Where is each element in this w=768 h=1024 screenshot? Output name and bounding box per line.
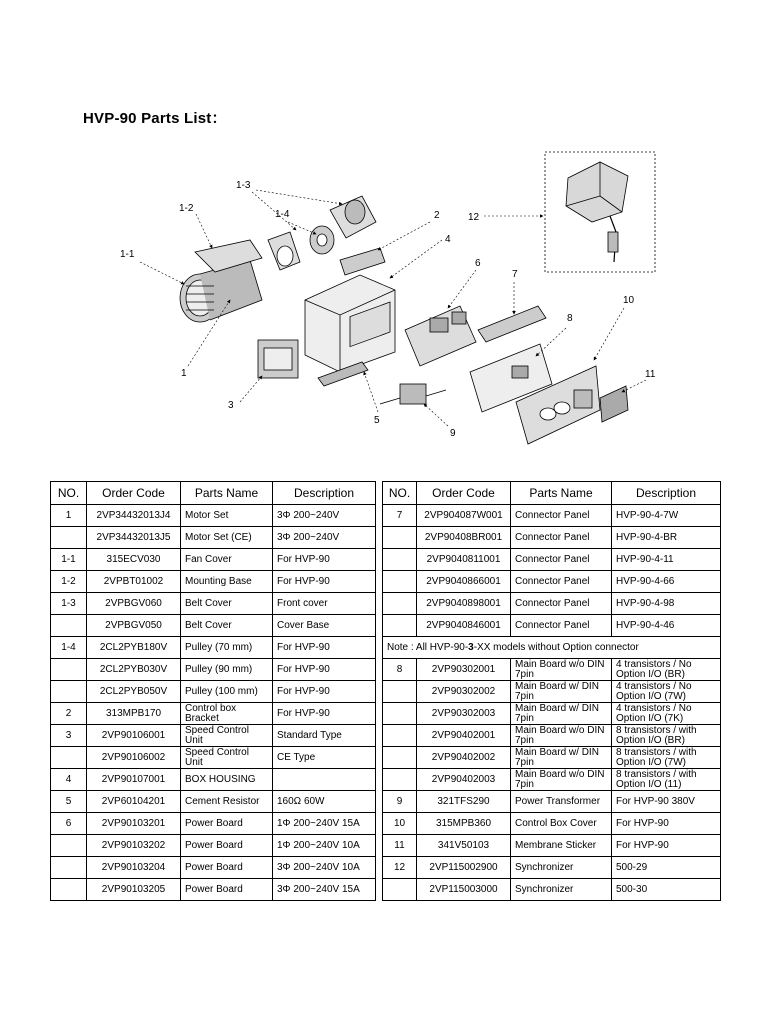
row-description: For HVP-90: [273, 637, 376, 659]
header-parts-name: Parts Name: [511, 482, 612, 505]
leader-2: [378, 222, 430, 250]
table-row: [383, 615, 721, 637]
table-row: [383, 725, 721, 747]
row-order-code: 2VPBGV050: [87, 615, 181, 637]
row-no: [51, 681, 87, 703]
table-row: [51, 879, 376, 901]
row-order-code: 2VP34432013J5: [87, 527, 181, 549]
table-row: [383, 747, 721, 769]
table-row: [383, 593, 721, 615]
table-row: [383, 703, 721, 725]
row-description: 4 transistors / No Option I/O (7W): [612, 681, 721, 703]
row-parts-name: Mounting Base: [181, 571, 273, 593]
row-no: 1-1: [51, 549, 87, 571]
callout-label: 1-1: [120, 249, 135, 260]
row-parts-name: Belt Cover: [181, 593, 273, 615]
callout-label: 1: [181, 368, 187, 379]
header-parts-name: Parts Name: [181, 482, 273, 505]
table-row: [51, 527, 376, 549]
row-description: 8 transistors / with Option I/O (BR): [612, 725, 721, 747]
row-parts-name: Connector Panel: [511, 571, 612, 593]
row-no: [383, 681, 417, 703]
row-no: [383, 615, 417, 637]
row-description: 3Φ 200~240V 15A: [273, 879, 376, 901]
callout-label: 4: [445, 234, 451, 245]
leader-1-1: [140, 262, 184, 284]
row-parts-name: Power Board: [181, 835, 273, 857]
row-description: 160Ω 60W: [273, 791, 376, 813]
row-description: 4 transistors / No Option I/O (BR): [612, 659, 721, 681]
row-order-code: 2VP90106001: [87, 725, 181, 747]
row-parts-name: Pulley (90 mm): [181, 659, 273, 681]
table-row: [383, 813, 721, 835]
row-parts-name: Synchronizer: [511, 857, 612, 879]
row-description: 500-30: [612, 879, 721, 901]
row-no: [51, 659, 87, 681]
parts-table-right-body: [383, 505, 721, 901]
row-no: [383, 571, 417, 593]
row-order-code: 2VP90103204: [87, 857, 181, 879]
row-no: [383, 527, 417, 549]
table-row: [51, 725, 376, 747]
row-order-code: 2VPBT01002: [87, 571, 181, 593]
table-row: [51, 615, 376, 637]
row-order-code: 313MPB170: [87, 703, 181, 725]
row-no: 3: [51, 725, 87, 747]
row-order-code: 2VP34432013J4: [87, 505, 181, 527]
note-prefix: Note : All HVP-90-: [387, 641, 469, 653]
row-no: [383, 879, 417, 901]
header-description: Description: [273, 482, 376, 505]
table-row: [383, 549, 721, 571]
row-description: 8 transistors / with Option I/O (11): [612, 769, 721, 791]
row-description: For HVP-90: [273, 703, 376, 725]
row-order-code: 2VP115002900: [417, 857, 511, 879]
row-description: HVP-90-4-7W: [612, 505, 721, 527]
table-header-row: [51, 482, 376, 505]
table-row: [51, 747, 376, 769]
motor-drawing: [180, 240, 262, 322]
table-row: [383, 835, 721, 857]
row-no: [383, 593, 417, 615]
table-row: [383, 857, 721, 879]
row-parts-name: Fan Cover: [181, 549, 273, 571]
table-row: [51, 549, 376, 571]
row-parts-name: Control Box Cover: [511, 813, 612, 835]
row-description: Front cover: [273, 593, 376, 615]
power-board-drawing: [405, 306, 476, 366]
row-description: HVP-90-4-98: [612, 593, 721, 615]
callout-label: 6: [475, 258, 481, 269]
row-description: HVP-90-4-11: [612, 549, 721, 571]
row-no: 12: [383, 857, 417, 879]
row-description: Standard Type: [273, 725, 376, 747]
note-suffix: -XX models without Option connector: [473, 641, 639, 653]
row-order-code: 315MPB360: [417, 813, 511, 835]
row-parts-name: Speed Control Unit: [181, 725, 273, 747]
table-row: [51, 835, 376, 857]
callout-label: 11: [645, 369, 656, 380]
row-no: 10: [383, 813, 417, 835]
row-order-code: 2VP60104201: [87, 791, 181, 813]
row-order-code: 2VP90408BR001: [417, 527, 511, 549]
row-description: [273, 769, 376, 791]
row-parts-name: Speed Control Unit: [181, 747, 273, 769]
table-row: [51, 769, 376, 791]
row-parts-name: Motor Set: [181, 505, 273, 527]
table-header-row: [383, 482, 721, 505]
row-description: HVP-90-4-66: [612, 571, 721, 593]
row-parts-name: Main Board w/ DIN 7pin: [511, 747, 612, 769]
row-description: 1Φ 200~240V 15A: [273, 813, 376, 835]
row-no: 9: [383, 791, 417, 813]
callout-label: 1-4: [275, 209, 290, 220]
table-row: [51, 659, 376, 681]
row-parts-name: Membrane Sticker: [511, 835, 612, 857]
row-order-code: 2VP90302001: [417, 659, 511, 681]
row-no: 7: [383, 505, 417, 527]
note-text: [383, 637, 721, 659]
row-order-code: 2VP904087W001: [417, 505, 511, 527]
callout-label: 3: [228, 400, 234, 411]
table-row: [51, 857, 376, 879]
row-description: For HVP-90 380V: [612, 791, 721, 813]
note-bold: 3: [468, 641, 474, 653]
row-order-code: 2VP9040811001: [417, 549, 511, 571]
row-no: 1-3: [51, 593, 87, 615]
row-parts-name: Connector Panel: [511, 615, 612, 637]
callout-label: 8: [567, 313, 573, 324]
row-order-code: 321TFS290: [417, 791, 511, 813]
leader-10: [594, 308, 624, 360]
leader-6: [448, 270, 476, 308]
header-no: NO.: [383, 482, 417, 505]
row-order-code: 2VP90103205: [87, 879, 181, 901]
table-row: [383, 769, 721, 791]
row-parts-name: Belt Cover: [181, 615, 273, 637]
leader-4: [390, 240, 442, 278]
row-parts-name: Main Board w/o DIN 7pin: [511, 659, 612, 681]
row-description: 3Φ 200~240V 10A: [273, 857, 376, 879]
row-order-code: 2VP90302002: [417, 681, 511, 703]
row-parts-name: BOX HOUSING: [181, 769, 273, 791]
callout-label: 5: [374, 415, 380, 426]
row-parts-name: Connector Panel: [511, 549, 612, 571]
row-description: 500-29: [612, 857, 721, 879]
table-row: [383, 879, 721, 901]
row-parts-name: Control box Bracket: [181, 703, 273, 725]
row-parts-name: Power Transformer: [511, 791, 612, 813]
row-description: For HVP-90: [612, 813, 721, 835]
table-row: [383, 571, 721, 593]
row-parts-name: Pulley (70 mm): [181, 637, 273, 659]
leader-9: [424, 404, 448, 426]
row-order-code: 2VP9040846001: [417, 615, 511, 637]
row-description: Cover Base: [273, 615, 376, 637]
row-no: 1-4: [51, 637, 87, 659]
power-transformer-drawing: [380, 384, 446, 404]
row-description: For HVP-90: [273, 571, 376, 593]
row-no: [51, 615, 87, 637]
row-description: 8 transistors / with Option I/O (7W): [612, 747, 721, 769]
row-parts-name: Connector Panel: [511, 593, 612, 615]
header-order-code: Order Code: [87, 482, 181, 505]
row-no: [383, 549, 417, 571]
row-parts-name: Connector Panel: [511, 527, 612, 549]
speed-control-unit-drawing: [258, 340, 298, 378]
table-row: [51, 593, 376, 615]
callout-label: 9: [450, 428, 456, 439]
row-parts-name: Power Board: [181, 879, 273, 901]
row-no: [51, 879, 87, 901]
row-order-code: 2CL2PYB050V: [87, 681, 181, 703]
table-row: [383, 505, 721, 527]
row-parts-name: Main Board w/o DIN 7pin: [511, 769, 612, 791]
callout-label: 2: [434, 210, 440, 221]
row-parts-name: Motor Set (CE): [181, 527, 273, 549]
row-parts-name: Power Board: [181, 813, 273, 835]
row-order-code: 2CL2PYB180V: [87, 637, 181, 659]
leader-5: [364, 372, 378, 412]
parts-table-left-body: [51, 505, 376, 901]
row-order-code: 2VP90402003: [417, 769, 511, 791]
row-no: 8: [383, 659, 417, 681]
callout-label: 12: [468, 212, 480, 223]
row-no: 6: [51, 813, 87, 835]
row-description: HVP-90-4-46: [612, 615, 721, 637]
table-row: [383, 659, 721, 681]
exploded-view-diagram: [0, 140, 768, 470]
row-description: 3Φ 200~240V: [273, 527, 376, 549]
callout-label: 1-2: [179, 203, 194, 214]
row-no: [51, 747, 87, 769]
callout-label: 7: [512, 269, 518, 280]
row-parts-name: Connector Panel: [511, 505, 612, 527]
row-no: [51, 835, 87, 857]
row-description: 1Φ 200~240V 10A: [273, 835, 376, 857]
table-row: [51, 505, 376, 527]
table-row: [51, 791, 376, 813]
row-order-code: 2CL2PYB030V: [87, 659, 181, 681]
row-parts-name: Synchronizer: [511, 879, 612, 901]
row-description: For HVP-90: [273, 659, 376, 681]
row-no: [383, 769, 417, 791]
row-parts-name: Main Board w/o DIN 7pin: [511, 725, 612, 747]
row-order-code: 2VP90103202: [87, 835, 181, 857]
row-no: [383, 703, 417, 725]
leader-3: [240, 376, 262, 402]
row-description: For HVP-90: [273, 681, 376, 703]
row-no: 1: [51, 505, 87, 527]
row-no: [51, 857, 87, 879]
callout-label: 10: [623, 295, 635, 306]
row-no: 11: [383, 835, 417, 857]
row-parts-name: Main Board w/ DIN 7pin: [511, 681, 612, 703]
note-row: [383, 637, 721, 659]
row-parts-name: Pulley (100 mm): [181, 681, 273, 703]
connector-panel-drawing: [478, 306, 546, 342]
callout-label: 1-3: [236, 180, 251, 191]
synchronizer-drawing: [566, 162, 628, 262]
table-row: [383, 681, 721, 703]
row-parts-name: Cement Resistor: [181, 791, 273, 813]
leader-1-3b: [256, 190, 342, 204]
row-order-code: 2VP9040866001: [417, 571, 511, 593]
row-description: HVP-90-4-BR: [612, 527, 721, 549]
row-order-code: 341V50103: [417, 835, 511, 857]
row-no: [383, 725, 417, 747]
table-row: [51, 813, 376, 835]
table-row: [51, 637, 376, 659]
row-no: [383, 747, 417, 769]
row-order-code: 2VPBGV060: [87, 593, 181, 615]
header-no: NO.: [51, 482, 87, 505]
row-order-code: 2VP90107001: [87, 769, 181, 791]
row-description: CE Type: [273, 747, 376, 769]
row-no: 5: [51, 791, 87, 813]
row-no: 2: [51, 703, 87, 725]
table-row: [51, 703, 376, 725]
table-row: [383, 527, 721, 549]
row-description: For HVP-90: [273, 549, 376, 571]
row-parts-name: Main Board w/ DIN 7pin: [511, 703, 612, 725]
row-order-code: 2VP90402001: [417, 725, 511, 747]
row-order-code: 2VP90106002: [87, 747, 181, 769]
row-order-code: 2VP90302003: [417, 703, 511, 725]
row-order-code: 2VP90402002: [417, 747, 511, 769]
table-row: [383, 791, 721, 813]
row-no: 1-2: [51, 571, 87, 593]
row-order-code: 2VP9040898001: [417, 593, 511, 615]
row-description: 3Φ 200~240V: [273, 505, 376, 527]
leader-1-4: [288, 222, 316, 234]
row-no: 4: [51, 769, 87, 791]
table-row: [51, 681, 376, 703]
row-description: 4 transistors / No Option I/O (7K): [612, 703, 721, 725]
row-order-code: 2VP90103201: [87, 813, 181, 835]
row-no: [51, 527, 87, 549]
header-order-code: Order Code: [417, 482, 511, 505]
table-row: [51, 571, 376, 593]
row-order-code: 2VP115003000: [417, 879, 511, 901]
page-title: HVP-90 Parts List：: [83, 110, 227, 127]
row-parts-name: Power Board: [181, 857, 273, 879]
header-description: Description: [612, 482, 721, 505]
parts-table-right: [382, 481, 721, 901]
row-order-code: 315ECV030: [87, 549, 181, 571]
row-description: For HVP-90: [612, 835, 721, 857]
leader-1-2: [196, 214, 212, 248]
box-housing-drawing: [305, 248, 395, 372]
parts-table-left: [50, 481, 376, 901]
